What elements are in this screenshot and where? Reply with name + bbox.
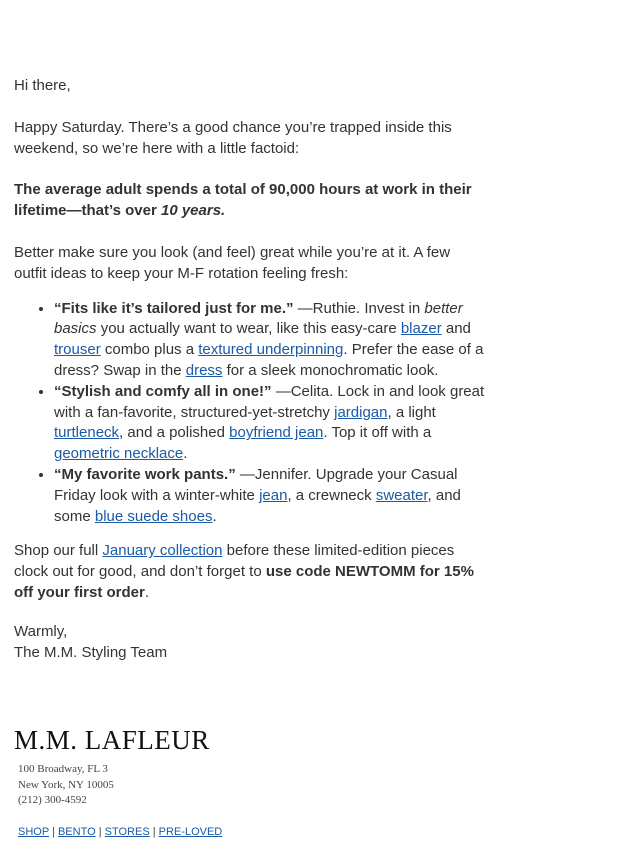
jardigan-link[interactable]: jardigan bbox=[334, 403, 388, 421]
stat-text: The average adult spends a total of 90,000 hours at work in their lifetime—that’s over bbox=[14, 181, 472, 220]
dress-link[interactable]: dress bbox=[185, 361, 223, 379]
promo-code: use code NEWTOMM for 15% off your first order bbox=[14, 563, 474, 601]
tip-text: . Top it off with a bbox=[323, 424, 432, 442]
tips-list bbox=[14, 299, 486, 528]
nav-separator: | bbox=[152, 826, 156, 838]
boyfriend-jean-link[interactable]: boyfriend jean bbox=[229, 424, 324, 442]
signature: The M.M. Styling Team bbox=[14, 643, 168, 661]
shop-paragraph bbox=[14, 541, 486, 603]
signoff: Warmly, bbox=[14, 622, 68, 640]
address-line: 100 Broadway, FL 3 bbox=[18, 763, 108, 775]
jean-link[interactable]: jean bbox=[259, 486, 288, 504]
footer bbox=[14, 724, 210, 809]
list-item bbox=[54, 299, 486, 382]
geometric-necklace-link[interactable]: geometric necklace bbox=[54, 445, 184, 463]
footer-link-shop[interactable]: SHOP bbox=[18, 826, 49, 838]
list-item bbox=[54, 382, 486, 465]
greeting: Hi there, bbox=[14, 77, 71, 94]
phone-number: (212) 300-4592 bbox=[18, 794, 87, 806]
stat-paragraph bbox=[14, 180, 486, 222]
address-line: New York, NY 10005 bbox=[18, 778, 114, 791]
brand-logo[interactable]: M.M. LAFLEUR bbox=[14, 725, 210, 755]
footer-link-stores[interactable]: STORES bbox=[104, 826, 150, 838]
nav-separator: | bbox=[98, 826, 102, 838]
tip-text: for a sleek monochromatic look. bbox=[222, 361, 439, 379]
turtleneck-link[interactable]: turtleneck bbox=[54, 424, 120, 442]
tip-text: , and a polished bbox=[119, 424, 230, 442]
stat-emphasis: 10 years. bbox=[160, 202, 226, 220]
tip-text: . bbox=[183, 445, 188, 463]
tip-text: . bbox=[212, 507, 217, 525]
tip-text: , a crewneck bbox=[287, 486, 376, 504]
january-collection-link[interactable]: January collection bbox=[102, 542, 223, 560]
shop-text: before these limited-edition pieces clock out for good, and don’t forget to bbox=[14, 542, 455, 581]
tip-quote: “Fits like it’s tailored just for me.” bbox=[54, 299, 294, 317]
tip-quote: “My favorite work pants.” bbox=[54, 465, 236, 483]
trouser-link[interactable]: trouser bbox=[54, 341, 101, 359]
nav-separator: | bbox=[52, 826, 55, 838]
address-block bbox=[18, 762, 210, 809]
footer-nav bbox=[18, 826, 222, 838]
footer-link-bento[interactable]: BENTO bbox=[57, 826, 96, 838]
tip-text: , and some bbox=[54, 486, 461, 525]
tip-text: . Prefer the ease of a dress? Swap in the bbox=[54, 341, 484, 379]
shop-text: . bbox=[144, 583, 150, 601]
footer-link-pre-loved[interactable]: PRE-LOVED bbox=[158, 826, 223, 838]
tip-text: —Ruthie. Invest in bbox=[293, 299, 425, 317]
sweater-link[interactable]: sweater bbox=[375, 486, 428, 504]
tip-text: and bbox=[441, 320, 471, 338]
list-item bbox=[54, 465, 486, 527]
tip-text: you actually want to wear, like this easy-care bbox=[96, 320, 401, 338]
outfit-intro-paragraph: Better make sure you look (and feel) great while you’re at it. A few outfit ideas to keep your M-F rotation feeling fresh: bbox=[14, 243, 451, 282]
email-body bbox=[14, 76, 486, 663]
tip-emphasis: better basics bbox=[54, 299, 463, 338]
tip-text: , a light bbox=[387, 403, 436, 421]
tip-quote: “Stylish and comfy all in one!” bbox=[54, 382, 272, 400]
blazer-link[interactable]: blazer bbox=[400, 320, 442, 338]
textured-underpinning-link[interactable]: textured underpinning bbox=[198, 341, 344, 359]
tip-text: —Celita. Lock in and look great with a fan-favorite, structured-yet-stretchy bbox=[54, 382, 485, 421]
shop-text: Shop our full bbox=[14, 542, 103, 560]
intro-paragraph: Happy Saturday. There’s a good chance you’re trapped inside this weekend, so we’re here with a little factoid: bbox=[14, 118, 452, 157]
tip-text: combo plus a bbox=[100, 341, 199, 359]
tip-text: —Jennifer. Upgrade your Casual Friday look with a winter-white bbox=[54, 465, 458, 504]
blue-suede-shoes-link[interactable]: blue suede shoes bbox=[94, 507, 213, 525]
